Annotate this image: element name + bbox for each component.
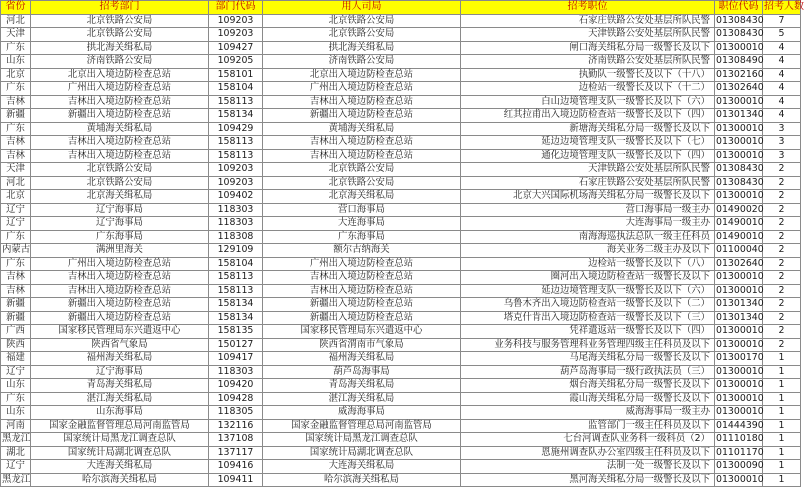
province-cell[interactable]: 北京	[1, 190, 31, 204]
department-code-cell[interactable]: 137108	[209, 433, 263, 447]
province-cell[interactable]: 河北	[1, 176, 31, 190]
hiring-bureau-cell[interactable]: 大连海关缉私局	[263, 460, 461, 474]
department-cell[interactable]: 新疆出入境边防检查总站	[31, 109, 209, 123]
position-cell[interactable]: 天津铁路公安处基层所队民警	[461, 28, 715, 42]
hiring-bureau-cell[interactable]: 国家统计局黑龙江调查总队	[263, 433, 461, 447]
department-cell[interactable]: 黄埔海关缉私局	[31, 122, 209, 136]
position-cell[interactable]: 济南铁路公安处基层所队民警	[461, 55, 715, 69]
department-cell[interactable]: 吉林出入境边防检查总站	[31, 271, 209, 285]
table-row	[1, 338, 801, 352]
department-cell[interactable]: 青岛海关缉私局	[31, 379, 209, 393]
position-cell[interactable]: 白山边境管理支队一级警长及以下（六）	[461, 95, 715, 109]
table-row	[1, 419, 801, 433]
position-code-cell[interactable]: 01300170	[716, 352, 764, 363]
department-cell[interactable]: 国家金融监督管理总局河南监管局	[31, 419, 209, 433]
department-cell[interactable]: 大连海关缉私局	[31, 460, 209, 474]
hiring-bureau-cell[interactable]: 吉林出入境边防检查总站	[263, 149, 461, 163]
position-cell[interactable]: 南海海巡执法总队一级主任科员	[461, 230, 715, 244]
department-code-cell[interactable]: 158113	[209, 95, 263, 109]
department-cell[interactable]: 北京出入境边防检查总站	[31, 68, 209, 82]
position-code-cell[interactable]: 01300010	[716, 473, 764, 485]
table-row	[1, 352, 801, 366]
hiring-bureau-cell[interactable]: 哈尔滨海关缉私局	[263, 473, 461, 487]
position-cell[interactable]: 新塘海关缉私分局一级警长及以下	[461, 122, 715, 136]
department-code-cell[interactable]: 158104	[209, 82, 263, 96]
table-row	[1, 244, 801, 258]
hiring-bureau-cell[interactable]: 吉林出入境边防检查总站	[263, 136, 461, 150]
hiring-bureau-cell[interactable]: 国家统计局湖北调查总队	[263, 446, 461, 460]
department-code-cell[interactable]: 109427	[209, 41, 263, 55]
hiring-bureau-cell[interactable]: 北京出入境边防检查总站	[263, 68, 461, 82]
hiring-bureau-cell[interactable]: 吉林出入境边防检查总站	[263, 271, 461, 285]
position-cell[interactable]: 闸口海关缉私分局一级警长及以下	[461, 41, 715, 55]
table-row	[1, 406, 801, 420]
position-cell[interactable]: 天津铁路公安处基层所队民警	[461, 163, 715, 177]
hiring-bureau-cell[interactable]: 新疆出入境边防检查总站	[263, 109, 461, 123]
headcount-cell[interactable]: 1	[763, 392, 801, 406]
department-code-cell[interactable]: 150127	[209, 338, 263, 352]
hiring-bureau-cell[interactable]: 济南铁路公安局	[263, 55, 461, 69]
position-code-cell[interactable]: 01302640	[716, 82, 764, 93]
province-cell[interactable]: 山东	[1, 55, 31, 69]
table-row	[1, 230, 801, 244]
province-cell[interactable]: 黑龙江	[2, 473, 31, 485]
department-cell[interactable]: 吉林出入境边防检查总站	[31, 284, 209, 298]
province-cell[interactable]: 陕西	[1, 338, 31, 352]
headcount-cell[interactable]: 3	[763, 136, 801, 150]
province-cell[interactable]: 内蒙古	[2, 244, 31, 255]
department-code-cell[interactable]: 109203	[209, 14, 263, 28]
department-cell[interactable]: 吉林出入境边防检查总站	[31, 95, 209, 109]
table-row	[1, 203, 801, 217]
province-cell[interactable]: 辽宁	[1, 217, 31, 231]
department-cell[interactable]: 新疆出入境边防检查总站	[31, 311, 209, 325]
position-code-cell[interactable]: 01301340	[716, 109, 764, 120]
province-cell[interactable]: 广西	[1, 325, 31, 339]
table-row	[1, 392, 801, 406]
department-cell[interactable]: 吉林出入境边防检查总站	[31, 149, 209, 163]
position-cell[interactable]: 石家庄铁路公安处基层所队民警	[461, 14, 715, 28]
department-code-cell[interactable]: 109420	[209, 379, 263, 393]
position-cell[interactable]: 法制一处一级警长及以下	[461, 460, 715, 474]
department-cell[interactable]: 辽宁海事局	[31, 203, 209, 217]
province-cell[interactable]: 河北	[1, 14, 31, 28]
department-code-cell[interactable]: 109428	[209, 392, 263, 406]
table-row	[1, 446, 801, 460]
department-code-cell[interactable]: 109416	[209, 460, 263, 474]
province-cell[interactable]: 广东	[1, 82, 31, 96]
department-cell[interactable]: 北京铁路公安局	[31, 176, 209, 190]
province-cell[interactable]: 辽宁	[1, 365, 31, 379]
hiring-bureau-cell[interactable]: 湛江海关缉私局	[263, 392, 461, 406]
header-province[interactable]: 省份	[1, 1, 31, 15]
department-code-cell[interactable]: 118303	[209, 365, 263, 379]
position-code-cell[interactable]: 01490010	[716, 230, 764, 242]
department-code-cell[interactable]: 158134	[209, 298, 263, 312]
table-row	[1, 109, 801, 123]
province-cell[interactable]: 山东	[1, 379, 31, 393]
department-cell[interactable]: 新疆出入境边防检查总站	[31, 298, 209, 312]
headcount-cell[interactable]: 4	[763, 95, 801, 109]
header-row	[1, 1, 801, 15]
position-cell[interactable]: 塔克什肯出入境边防检查站一级警长及以下（三）	[461, 311, 715, 325]
headcount-cell[interactable]: 4	[763, 41, 801, 55]
position-code-cell[interactable]: 01301340	[716, 311, 764, 323]
header-headcount[interactable]: 招考人数	[764, 1, 804, 12]
position-code-cell[interactable]: 01300010	[716, 122, 764, 134]
hiring-bureau-cell[interactable]: 北京铁路公安局	[263, 14, 461, 28]
position-code-cell[interactable]: 01300010	[716, 338, 764, 350]
hiring-bureau-cell[interactable]: 营口海事局	[263, 203, 461, 217]
table-row	[1, 14, 801, 28]
position-cell[interactable]: 海关业务二级主办及以下	[461, 244, 715, 258]
table-row	[1, 149, 801, 163]
header-department-code[interactable]: 部门代码	[209, 1, 263, 15]
hiring-bureau-cell[interactable]: 新疆出入境边防检查总站	[263, 311, 461, 325]
department-code-cell[interactable]: 158134	[209, 311, 263, 325]
province-cell[interactable]: 吉林	[1, 149, 31, 163]
headcount-cell[interactable]: 2	[763, 163, 801, 177]
headcount-cell[interactable]: 1	[763, 379, 801, 393]
position-cell[interactable]: 黑河海关缉私分局一级警长及以下	[461, 473, 715, 487]
department-code-cell[interactable]: 158135	[209, 325, 263, 339]
table-row	[1, 55, 801, 69]
department-cell[interactable]: 北京铁路公安局	[31, 28, 209, 42]
table-row	[1, 365, 801, 379]
department-code-cell[interactable]: 158134	[209, 109, 263, 123]
headcount-cell[interactable]: 1	[763, 446, 801, 460]
province-cell[interactable]: 广东	[1, 257, 31, 271]
headcount-cell[interactable]: 2	[763, 230, 801, 244]
department-cell[interactable]: 福州海关缉私局	[31, 352, 209, 366]
department-code-cell[interactable]: 109429	[209, 122, 263, 136]
department-code-cell[interactable]: 118305	[209, 406, 263, 420]
department-cell[interactable]: 满洲里海关	[31, 244, 209, 258]
table-row	[1, 460, 801, 474]
table-row	[1, 473, 801, 487]
hiring-bureau-cell[interactable]: 吉林出入境边防检查总站	[263, 284, 461, 298]
table-row	[1, 136, 801, 150]
position-cell[interactable]: 葫芦岛海事局一级行政执法员（三）	[461, 365, 715, 379]
headcount-cell[interactable]: 2	[763, 271, 801, 285]
headcount-cell[interactable]: 3	[763, 122, 801, 136]
headcount-cell[interactable]: 4	[763, 68, 801, 82]
province-cell[interactable]: 黑龙江	[2, 433, 31, 444]
headcount-cell[interactable]: 2	[763, 176, 801, 190]
position-code-cell[interactable]: 01110180	[716, 433, 764, 444]
position-code-cell[interactable]: 01300010	[716, 136, 764, 147]
position-code-cell[interactable]: 01300010	[716, 406, 764, 417]
department-cell[interactable]: 国家统计局黑龙江调查总队	[31, 433, 209, 447]
province-cell[interactable]: 北京	[1, 68, 31, 82]
department-code-cell[interactable]: 158113	[209, 149, 263, 163]
department-cell[interactable]: 拱北海关缉私局	[31, 41, 209, 55]
table-row	[1, 28, 801, 42]
position-code-cell[interactable]: 01300010	[716, 190, 764, 201]
department-code-cell[interactable]: 109417	[209, 352, 263, 366]
headcount-cell[interactable]: 4	[763, 82, 801, 96]
department-cell[interactable]: 济南铁路公安局	[31, 55, 209, 69]
hiring-bureau-cell[interactable]: 北京铁路公安局	[263, 163, 461, 177]
department-cell[interactable]: 广东海事局	[31, 230, 209, 244]
department-cell[interactable]: 山东海事局	[31, 406, 209, 420]
position-code-cell[interactable]: 01300010	[716, 95, 764, 107]
header-position[interactable]: 招考职位	[461, 1, 715, 15]
position-cell[interactable]: 马尾海关缉私分局一级警长及以下	[461, 352, 715, 366]
table-row	[1, 284, 801, 298]
position-cell[interactable]: 通化边境管理支队一级警长及以下（四）	[461, 149, 715, 163]
table-row	[1, 298, 801, 312]
table-row	[1, 163, 801, 177]
position-code-cell[interactable]: 01101170	[716, 446, 764, 458]
province-cell[interactable]: 广东	[1, 392, 31, 406]
table-row	[1, 41, 801, 55]
hiring-bureau-cell[interactable]: 拱北海关缉私局	[263, 41, 461, 55]
province-cell[interactable]: 新疆	[1, 298, 31, 312]
department-code-cell[interactable]: 158113	[209, 284, 263, 298]
hiring-bureau-cell[interactable]: 威海海事局	[263, 406, 461, 420]
province-cell[interactable]: 广东	[1, 41, 31, 55]
province-cell[interactable]: 吉林	[1, 95, 31, 109]
headcount-cell[interactable]: 1	[763, 433, 801, 447]
province-cell[interactable]: 吉林	[1, 284, 31, 298]
headcount-cell[interactable]: 2	[763, 311, 801, 325]
headcount-cell[interactable]: 3	[763, 149, 801, 163]
position-code-cell[interactable]: 01308430	[716, 14, 764, 26]
province-cell[interactable]: 新疆	[1, 109, 31, 123]
table-row	[1, 379, 801, 393]
hiring-bureau-cell[interactable]: 国家金融监督管理总局河南监管局	[263, 419, 461, 433]
department-code-cell[interactable]: 109411	[209, 473, 263, 487]
position-cell[interactable]: 恩施州调查队办公室四级主任科员及以下	[461, 446, 715, 460]
hiring-bureau-cell[interactable]: 黄埔海关缉私局	[263, 122, 461, 136]
department-cell[interactable]: 辽宁海事局	[31, 365, 209, 379]
position-code-cell[interactable]: 01300010	[716, 365, 764, 377]
department-code-cell[interactable]: 158104	[209, 257, 263, 271]
department-code-cell[interactable]: 118303	[209, 203, 263, 217]
table-row	[1, 257, 801, 271]
position-cell[interactable]: 霞山海关缉私分局一级警长及以下	[461, 392, 715, 406]
province-cell[interactable]: 山东	[1, 406, 31, 420]
headcount-cell[interactable]: 2	[763, 217, 801, 231]
table-body	[1, 14, 801, 487]
province-cell[interactable]: 辽宁	[1, 203, 31, 217]
department-cell[interactable]: 北京海关缉私局	[31, 190, 209, 204]
position-cell[interactable]: 营口海事局一级主办	[461, 203, 715, 217]
table-row	[1, 122, 801, 136]
province-cell[interactable]: 吉林	[1, 136, 31, 150]
position-code-cell[interactable]: 01300090	[716, 460, 764, 471]
position-cell[interactable]: 乌鲁木齐出入境边防检查站一级警长及以下（二）	[461, 298, 715, 312]
department-code-cell[interactable]: 109205	[209, 55, 263, 69]
hiring-bureau-cell[interactable]: 国家移民管理局东兴遣返中心	[263, 325, 461, 339]
headcount-cell[interactable]: 2	[763, 338, 801, 352]
hiring-bureau-cell[interactable]: 广州出入境边防检查总站	[263, 257, 461, 271]
headcount-cell[interactable]: 1	[763, 473, 801, 487]
department-code-cell[interactable]: 158113	[209, 136, 263, 150]
province-cell[interactable]: 广东	[1, 122, 31, 136]
position-code-cell[interactable]: 01300010	[716, 379, 764, 390]
province-cell[interactable]: 湖北	[1, 446, 31, 460]
position-cell[interactable]: 大连海事局一级主办	[461, 217, 715, 231]
headcount-cell[interactable]: 7	[763, 14, 801, 28]
province-cell[interactable]: 福建	[1, 352, 31, 366]
headcount-cell[interactable]: 1	[763, 365, 801, 379]
department-cell[interactable]: 北京铁路公安局	[31, 14, 209, 28]
province-cell[interactable]: 河南	[1, 419, 31, 433]
position-code-cell[interactable]: 01308490	[716, 55, 764, 66]
department-cell[interactable]: 吉林出入境边防检查总站	[31, 136, 209, 150]
hiring-bureau-cell[interactable]: 广东海事局	[263, 230, 461, 244]
headcount-cell[interactable]: 1	[763, 419, 801, 433]
province-cell[interactable]: 辽宁	[1, 460, 31, 474]
table-row	[1, 176, 801, 190]
position-cell[interactable]: 石家庄铁路公安处基层所队民警	[461, 176, 715, 190]
position-code-cell[interactable]: 01490010	[716, 217, 764, 228]
department-cell[interactable]: 哈尔滨海关缉私局	[31, 473, 209, 487]
headcount-cell[interactable]: 1	[763, 460, 801, 474]
headcount-cell[interactable]: 2	[763, 284, 801, 298]
province-cell[interactable]: 新疆	[1, 311, 31, 325]
hiring-bureau-cell[interactable]: 葫芦岛海事局	[263, 365, 461, 379]
position-code-cell[interactable]: 01308430	[716, 176, 764, 188]
header-position-code[interactable]: 职位代码	[715, 1, 763, 15]
position-code-cell[interactable]: 01444390	[716, 419, 764, 431]
header-hiring-bureau[interactable]: 用人司局	[263, 1, 461, 15]
position-code-cell[interactable]: 01302160	[716, 68, 764, 80]
table-row	[1, 433, 801, 447]
province-cell[interactable]: 广东	[1, 230, 31, 244]
headcount-cell[interactable]: 4	[763, 109, 801, 123]
department-code-cell[interactable]: 132116	[209, 419, 263, 433]
hiring-bureau-cell[interactable]: 额尔古纳海关	[263, 244, 461, 258]
position-code-cell[interactable]: 01300010	[716, 325, 764, 336]
headcount-cell[interactable]: 1	[763, 352, 801, 366]
department-code-cell[interactable]: 118303	[209, 217, 263, 231]
headcount-cell[interactable]: 2	[763, 257, 801, 271]
headcount-cell[interactable]: 2	[763, 325, 801, 339]
department-code-cell[interactable]: 137117	[209, 446, 263, 460]
position-cell[interactable]: 圈河出入境边防检查站一级警长及以下	[461, 271, 715, 285]
table-row	[1, 311, 801, 325]
hiring-bureau-cell[interactable]: 吉林出入境边防检查总站	[263, 95, 461, 109]
headcount-cell[interactable]: 2	[763, 190, 801, 204]
department-code-cell[interactable]: 158113	[209, 271, 263, 285]
position-cell[interactable]: 边检站一级警长及以下（八）	[461, 257, 715, 271]
position-code-cell[interactable]: 01490020	[716, 203, 764, 215]
department-cell[interactable]: 北京铁路公安局	[31, 163, 209, 177]
department-cell[interactable]: 广州出入境边防检查总站	[31, 82, 209, 96]
department-code-cell[interactable]: 158101	[209, 68, 263, 82]
headcount-cell[interactable]: 4	[763, 55, 801, 69]
position-code-cell[interactable]: 01300010	[716, 284, 764, 296]
table-row	[1, 82, 801, 96]
position-cell[interactable]: 监管部门一级主任科员及以下	[461, 419, 715, 433]
position-cell[interactable]: 烟台海关缉私分局一级警长及以下	[461, 379, 715, 393]
headcount-cell[interactable]: 2	[763, 298, 801, 312]
hiring-bureau-cell[interactable]: 大连海事局	[263, 217, 461, 231]
position-cell[interactable]: 七台河调查队业务科一级科员（2）	[461, 433, 715, 447]
hiring-bureau-cell[interactable]: 北京铁路公安局	[263, 176, 461, 190]
department-code-cell[interactable]: 109402	[209, 190, 263, 204]
department-cell[interactable]: 国家统计局湖北调查总队	[31, 446, 209, 460]
position-cell[interactable]: 执勤队一级警长及以下（十八）	[461, 68, 715, 82]
department-cell[interactable]: 陕西省气象局	[31, 338, 209, 352]
department-code-cell[interactable]: 118308	[209, 230, 263, 244]
position-cell[interactable]: 威海海事局一级主办	[461, 406, 715, 420]
headcount-cell[interactable]: 5	[763, 28, 801, 42]
province-cell[interactable]: 天津	[1, 163, 31, 177]
department-cell[interactable]: 湛江海关缉私局	[31, 392, 209, 406]
position-code-cell[interactable]: 01300010	[716, 149, 764, 161]
position-cell[interactable]: 延边边境管理支队一级警长及以下（七）	[461, 136, 715, 150]
position-code-cell[interactable]: 01300010	[716, 41, 764, 53]
position-cell[interactable]: 业务科技与服务管理科业务管理四级主任科员及以下	[461, 338, 715, 352]
hiring-bureau-cell[interactable]: 福州海关缉私局	[263, 352, 461, 366]
table-row	[1, 190, 801, 204]
hiring-bureau-cell[interactable]: 广州出入境边防检查总站	[263, 82, 461, 96]
position-code-cell[interactable]: 01100040	[716, 244, 764, 255]
position-code-cell[interactable]: 01300010	[716, 271, 764, 282]
position-code-cell[interactable]: 01308430	[716, 28, 764, 39]
hiring-bureau-cell[interactable]: 北京海关缉私局	[263, 190, 461, 204]
department-cell[interactable]: 国家移民管理局东兴遣返中心	[31, 325, 209, 339]
position-code-cell[interactable]: 01302640	[716, 257, 764, 269]
position-code-cell[interactable]: 01308430	[716, 163, 764, 174]
hiring-bureau-cell[interactable]: 陕西省渭南市气象局	[263, 338, 461, 352]
province-cell[interactable]: 天津	[1, 28, 31, 42]
headcount-cell[interactable]: 2	[763, 203, 801, 217]
table-row	[1, 271, 801, 285]
headcount-cell[interactable]: 1	[763, 406, 801, 420]
province-cell[interactable]: 吉林	[1, 271, 31, 285]
department-code-cell[interactable]: 129109	[209, 244, 263, 258]
table-row	[1, 95, 801, 109]
position-code-cell[interactable]: 01301340	[716, 298, 764, 309]
department-code-cell[interactable]: 109203	[209, 176, 263, 190]
department-cell[interactable]: 广州出入境边防检查总站	[31, 257, 209, 271]
position-cell[interactable]: 红其拉甫出入境边防检查站一级警长及以下（四）	[461, 109, 715, 123]
position-cell[interactable]: 北京大兴国际机场海关缉私分局一级警长及以下	[461, 190, 715, 204]
department-code-cell[interactable]: 109203	[209, 163, 263, 177]
table-row	[1, 217, 801, 231]
table-row	[1, 325, 801, 339]
position-cell[interactable]: 凭祥遣返站一级警长及以下（四）	[461, 325, 715, 339]
department-cell[interactable]: 辽宁海事局	[31, 217, 209, 231]
headcount-cell[interactable]: 2	[763, 244, 801, 258]
table-row	[1, 68, 801, 82]
header-department[interactable]: 招考部门	[31, 1, 209, 15]
hiring-bureau-cell[interactable]: 北京铁路公安局	[263, 28, 461, 42]
department-code-cell[interactable]: 109203	[209, 28, 263, 42]
hiring-bureau-cell[interactable]: 青岛海关缉私局	[263, 379, 461, 393]
position-cell[interactable]: 边检站一级警长及以下（十二）	[461, 82, 715, 96]
position-cell[interactable]: 延边边境管理支队一级警长及以下（六）	[461, 284, 715, 298]
hiring-bureau-cell[interactable]: 新疆出入境边防检查总站	[263, 298, 461, 312]
position-code-cell[interactable]: 01300010	[716, 392, 764, 404]
